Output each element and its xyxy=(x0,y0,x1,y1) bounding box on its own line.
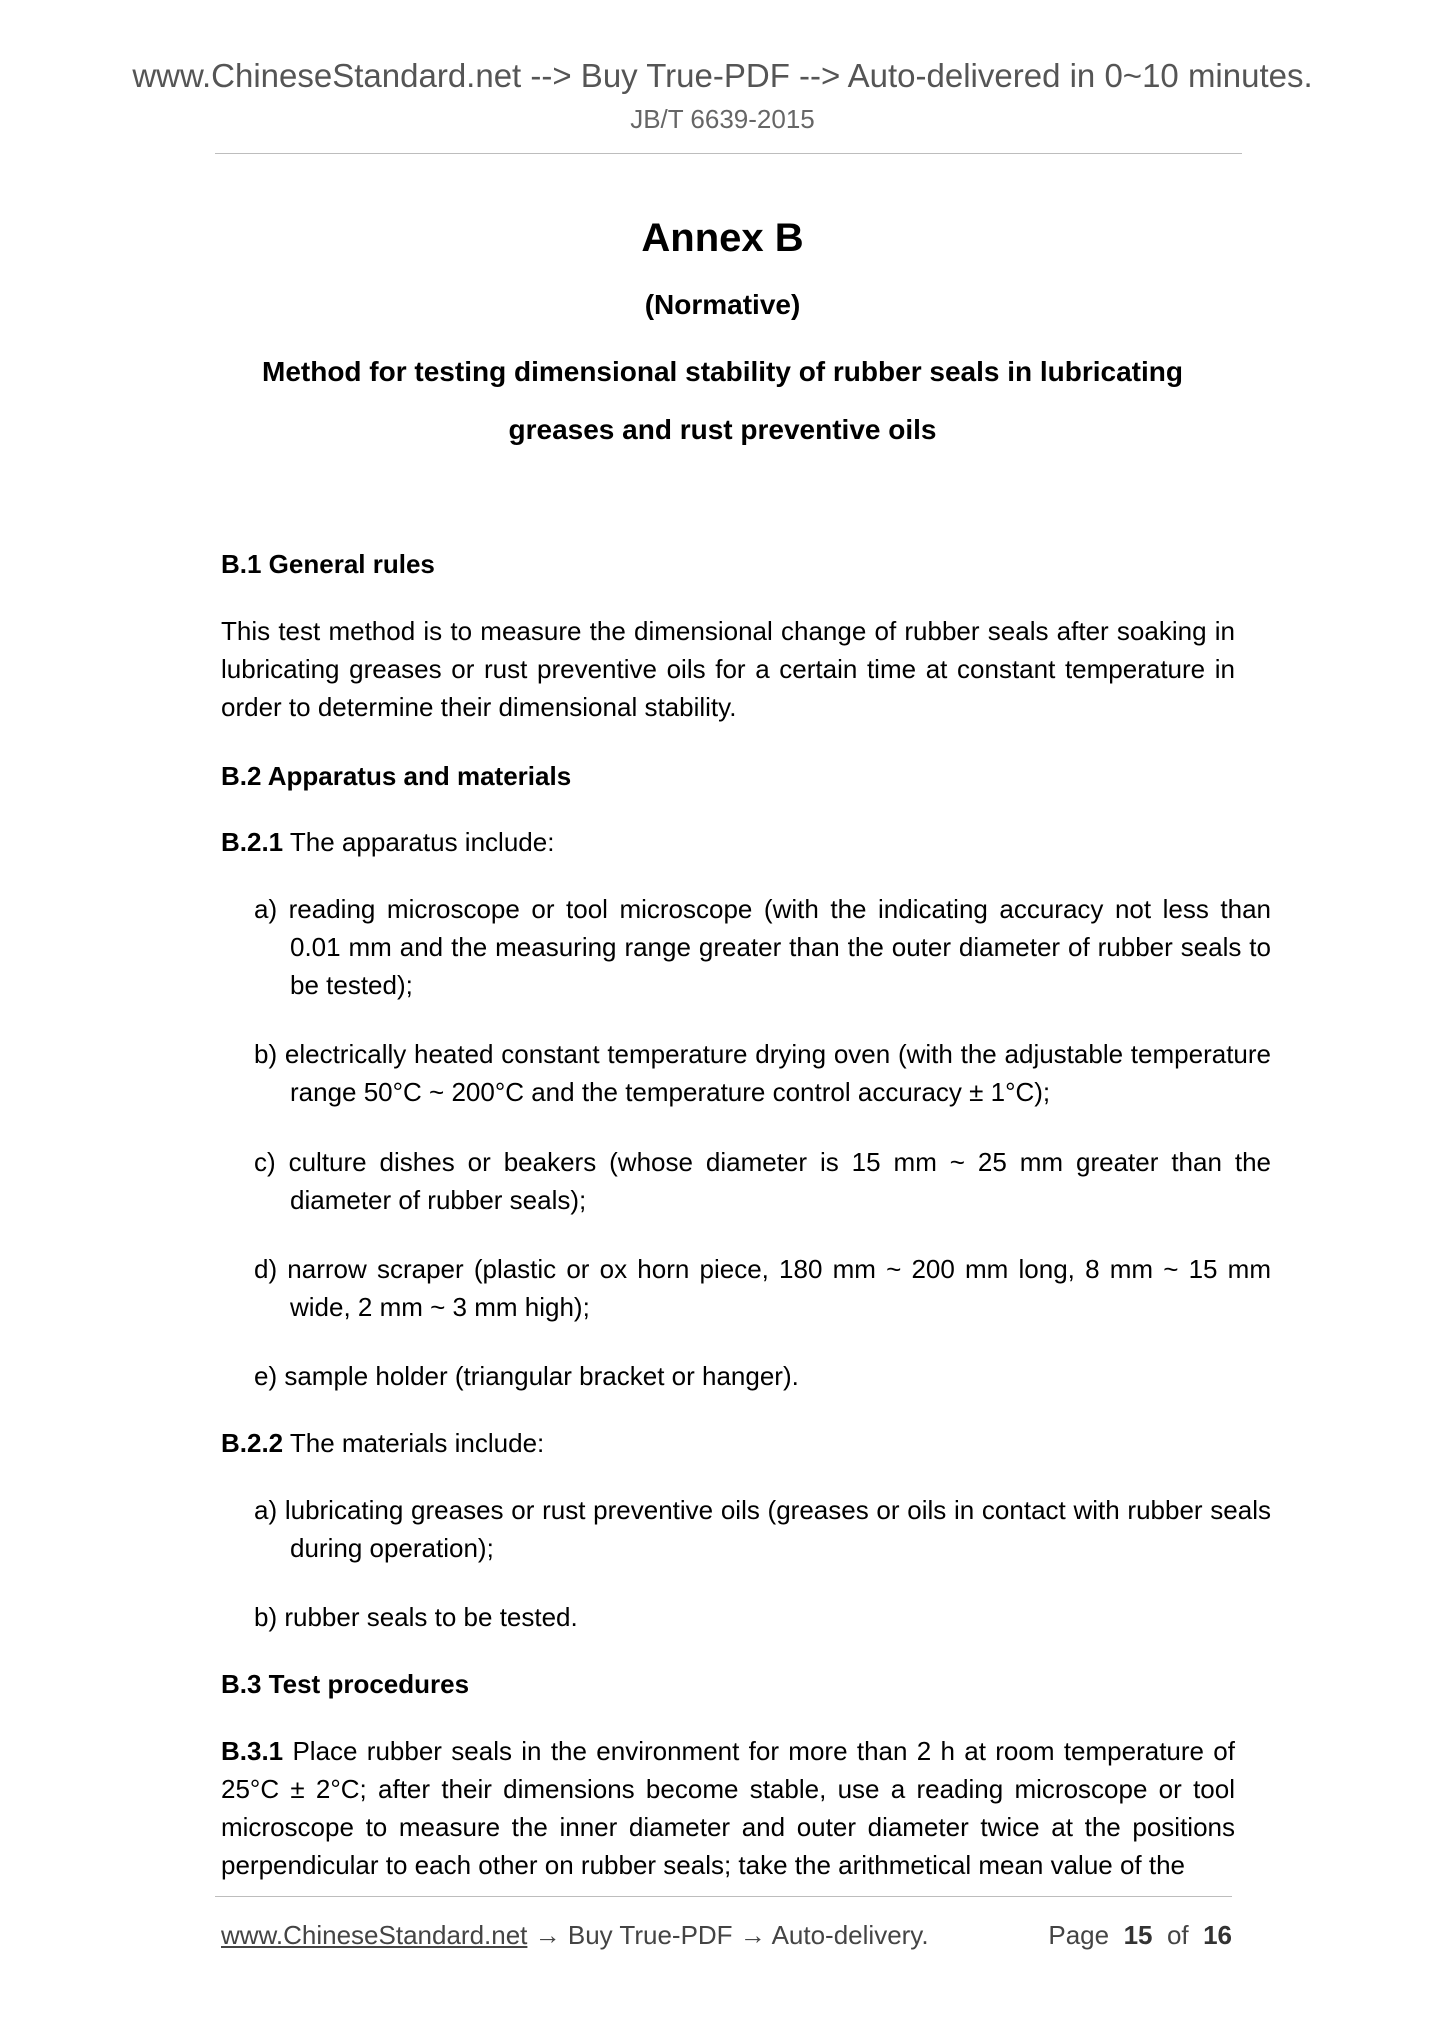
standard-number: JB/T 6639-2015 xyxy=(630,104,815,134)
header-banner: www.ChineseStandard.net --> Buy True-PDF --> Auto-delivered in 0~10 minutes. xyxy=(132,57,1313,94)
list-item-b22-a: a) lubricating greases or rust preventive oils (greases or oils in contact with rubber seals during operation); xyxy=(254,1495,1271,1563)
clause-b21 xyxy=(221,823,554,861)
section-b3-heading: B.3 Test procedures xyxy=(221,1669,470,1699)
clause-b21-text: The apparatus include: xyxy=(283,827,555,857)
section-b2-heading: B.2 Apparatus and materials xyxy=(221,761,572,791)
list-item-b22-b: b) rubber seals to be tested. xyxy=(254,1602,578,1632)
page-number: 15 xyxy=(1123,1920,1153,1950)
annex-title: Annex B xyxy=(641,216,804,260)
clause-b31-text: Place rubber seals in the environment for more than 2 h at room temperature of 25°C ± 2°C; after their dimensions become stable, use a reading microscope or tool microscope to measure the inner diameter and outer diameter twice at the positions perpendicular to each other on rubber seals; take the arithmetical mean value of the xyxy=(221,1736,1235,1880)
clause-b22-text: The materials include: xyxy=(283,1428,545,1458)
list-item-b21-c: c) culture dishes or beakers (whose diameter is 15 mm ~ 25 mm greater than the diameter of rubber seals); xyxy=(254,1147,1271,1215)
list-item-b21-e: e) sample holder (triangular bracket or hanger). xyxy=(254,1361,799,1391)
page-footer xyxy=(221,1918,1232,1952)
annex-type: (Normative) xyxy=(644,289,801,320)
page-total: 16 xyxy=(1203,1920,1232,1950)
annex-subtitle-line2: greases and rust preventive oils xyxy=(508,414,937,445)
page-indicator xyxy=(1048,1918,1232,1952)
list-item-b21-d: d) narrow scraper (plastic or ox horn piece, 180 mm ~ 200 mm long, 8 mm ~ 15 mm wide, 2 mm ~ 3 mm high); xyxy=(254,1254,1271,1322)
section-b1-heading: B.1 General rules xyxy=(221,549,435,579)
clause-b22 xyxy=(221,1424,544,1462)
clause-b31 xyxy=(221,1732,1235,1884)
page-label: Page xyxy=(1048,1920,1110,1950)
annex-subtitle-line1: Method for testing dimensional stability of rubber seals in lubricating xyxy=(262,356,1183,387)
clause-b31-number: B.3.1 xyxy=(221,1736,284,1766)
annex-subtitle xyxy=(230,343,1215,459)
clause-b21-number: B.2.1 xyxy=(221,827,284,857)
list-item-b21-b: b) electrically heated constant temperature drying oven (with the adjustable temperature range 50°C ~ 200°C and the temperature control accuracy ± 1°C); xyxy=(254,1039,1271,1107)
footer-promo-text: → Buy True-PDF → Auto-delivery. xyxy=(527,1920,929,1950)
section-b1-text: This test method is to measure the dimensional change of rubber seals after soaking in lubricating greases or rust preventive oils for a certain time at constant temperature in order to determine their dimensional stability. xyxy=(221,616,1235,722)
page-of-label: of xyxy=(1166,1920,1189,1950)
header-divider xyxy=(215,153,1242,154)
list-item-b21-a: a) reading microscope or tool microscope (with the indicating accuracy not less than 0.01 mm and the measuring range greater than the outer diameter of rubber seals to be tested); xyxy=(254,894,1271,1000)
footer-site-link[interactable]: www.ChineseStandard.net xyxy=(221,1920,528,1950)
clause-b22-number: B.2.2 xyxy=(221,1428,284,1458)
footer-divider xyxy=(215,1896,1232,1897)
